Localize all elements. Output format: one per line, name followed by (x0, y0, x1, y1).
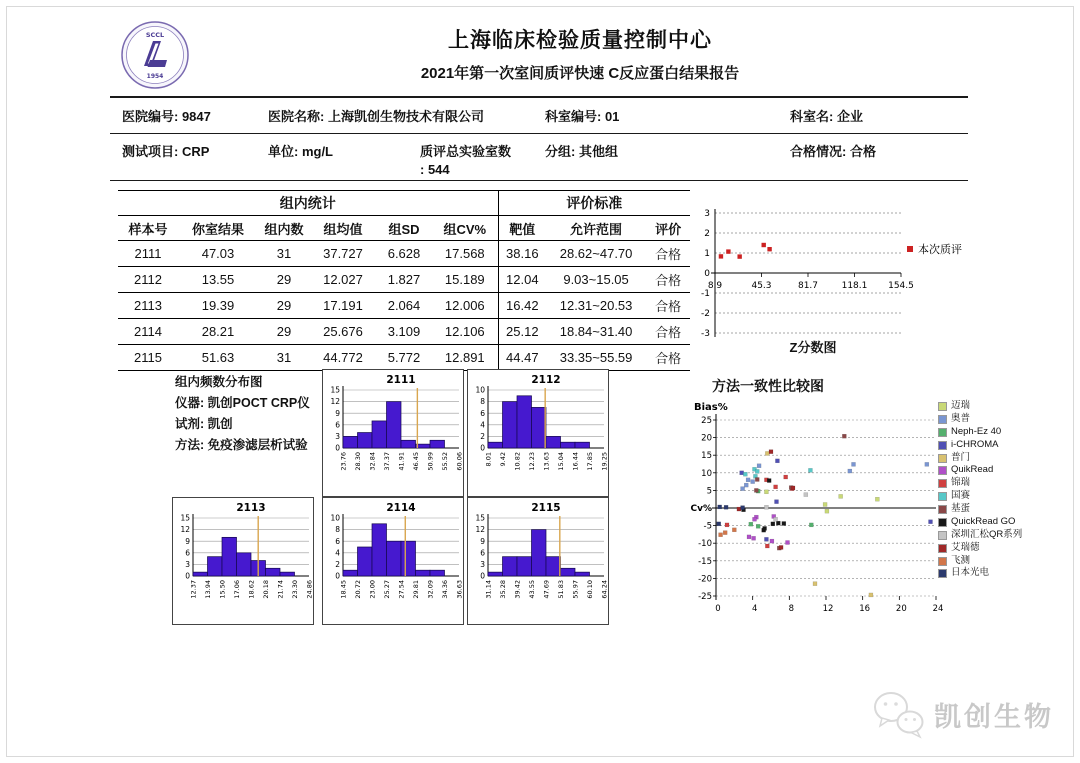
table-cell: 9.03~15.05 (546, 267, 646, 293)
info-field-医院编号: 医院编号: 9847 (122, 108, 211, 124)
table-cell: 5.772 (376, 345, 432, 371)
legend-label: 普门 (951, 451, 971, 463)
svg-text:-1: -1 (701, 289, 710, 299)
group-header-stats: 组内统计 (118, 191, 498, 216)
svg-text:0: 0 (715, 604, 721, 614)
page-title: 上海临床检验质量控制中心 (448, 29, 712, 52)
table-cell: 合格 (646, 293, 690, 319)
table-cell: 15.189 (432, 267, 498, 293)
table-row (118, 267, 690, 293)
column-header: 组内数 (258, 216, 310, 241)
column-header: 组均值 (310, 216, 376, 241)
svg-text:60.06: 60.06 (455, 452, 463, 471)
zscore-gridlines (711, 213, 903, 333)
table-cell: 28.62~47.70 (546, 241, 646, 267)
svg-text:16: 16 (859, 604, 871, 614)
frequency-title: 组内频数分布图 (175, 375, 263, 389)
svg-text:12: 12 (180, 525, 190, 535)
test-info-row (110, 138, 968, 179)
info-field-value: : 544 (420, 162, 450, 177)
table-cell: 38.16 (498, 241, 546, 267)
svg-text:8: 8 (480, 397, 485, 407)
legend-item-深圳汇松QR系列 (938, 529, 1078, 541)
table-cell: 28.21 (178, 319, 258, 345)
svg-text:25: 25 (701, 416, 712, 426)
method-points (717, 434, 933, 597)
svg-text:18.45: 18.45 (339, 580, 348, 599)
legend-item-QuikRead (938, 464, 1078, 476)
svg-text:17.85: 17.85 (586, 452, 594, 471)
table-cell: 合格 (646, 319, 690, 345)
table-cell: 44.47 (498, 345, 546, 371)
info-field-科室编号: 科室编号: 01 (545, 108, 620, 124)
legend-item-基蛋 (938, 503, 1078, 515)
svg-text:-15: -15 (698, 556, 712, 567)
svg-text:23.30: 23.30 (291, 580, 299, 599)
svg-text:2114: 2114 (386, 502, 416, 514)
svg-text:46.45: 46.45 (412, 452, 420, 471)
svg-text:51.83: 51.83 (557, 580, 565, 599)
histogram-panel-2113 (172, 497, 314, 625)
legend-swatch (938, 492, 947, 501)
svg-text:29.81: 29.81 (412, 580, 420, 599)
legend-item-Neph-Ez 40 (938, 426, 1078, 438)
svg-text:0: 0 (185, 571, 190, 581)
svg-text:81.7: 81.7 (797, 281, 819, 291)
zscore-chart (693, 203, 1003, 363)
svg-text:20: 20 (895, 604, 907, 614)
legend-item-QuickRead GO (938, 516, 1078, 528)
column-header: 组SD (376, 216, 432, 241)
table-cell: 25.676 (310, 319, 376, 345)
svg-text:0: 0 (704, 269, 710, 279)
svg-text:5: 5 (706, 486, 712, 497)
svg-text:17.06: 17.06 (233, 580, 241, 599)
table-cell: 2115 (118, 345, 178, 371)
info-field-科室名: 科室名: 企业 (790, 108, 863, 124)
svg-text:9: 9 (335, 408, 340, 418)
svg-text:23.76: 23.76 (339, 452, 348, 471)
svg-text:12: 12 (475, 525, 485, 535)
info-field-测试项目: 测试项目: CRP (122, 144, 210, 159)
svg-text:12.23: 12.23 (528, 452, 536, 471)
svg-text:1: 1 (704, 249, 710, 259)
legend-item-迈瑞 (938, 400, 1078, 412)
info-field-分组: 分组: 其他组 (545, 144, 618, 159)
legend-label: 本次质评 (918, 243, 962, 256)
svg-text:27.54: 27.54 (397, 580, 406, 599)
svg-text:-3: -3 (701, 329, 710, 338)
svg-text:8: 8 (788, 604, 795, 614)
info-divider-2 (110, 180, 968, 181)
info-field-单位: 单位: mg/L (268, 144, 333, 159)
svg-text:-25: -25 (698, 592, 712, 602)
column-header: 你室结果 (178, 216, 258, 241)
svg-text:12: 12 (822, 604, 834, 614)
table-cell: 25.12 (498, 319, 546, 345)
column-header: 评价 (646, 216, 690, 241)
table-cell: 12.027 (310, 267, 376, 293)
zscore-plot (693, 203, 1003, 338)
histogram-bars (193, 537, 295, 576)
svg-text:-2: -2 (701, 309, 710, 319)
histogram-panel-2111 (322, 369, 464, 497)
table-cell: 37.727 (310, 241, 376, 267)
info-divider-1 (110, 133, 968, 134)
table-cell: 29 (258, 267, 310, 293)
table-cell: 17.191 (310, 293, 376, 319)
histogram-panel-2114 (322, 497, 464, 625)
svg-text:6: 6 (185, 548, 190, 558)
svg-text:45.3: 45.3 (751, 281, 772, 291)
legend-swatch (938, 505, 947, 514)
legend-marker (907, 246, 913, 252)
svg-text:15: 15 (180, 513, 190, 523)
table-row (118, 293, 690, 319)
svg-text:2113: 2113 (236, 502, 266, 514)
histogram-panel-2115 (467, 497, 609, 625)
legend-swatch (938, 415, 947, 424)
legend-item-艾瑞德 (938, 542, 1078, 554)
svg-text:39.42: 39.42 (513, 580, 522, 599)
svg-text:2115: 2115 (531, 502, 561, 514)
svg-text:3: 3 (480, 560, 485, 569)
svg-text:8.9: 8.9 (707, 281, 723, 291)
table-cell: 3.109 (376, 319, 432, 345)
svg-text:36.63: 36.63 (455, 580, 463, 599)
legend-swatch (938, 428, 947, 437)
svg-text:55.97: 55.97 (571, 580, 580, 599)
header-divider (110, 96, 968, 98)
svg-text:6: 6 (335, 420, 340, 430)
svg-text:-5: -5 (703, 521, 712, 532)
table-cell: 47.03 (178, 241, 258, 267)
svg-text:4: 4 (335, 548, 340, 558)
legend-label: 日本光电 (951, 567, 990, 579)
logo-text: SCCL (145, 31, 165, 39)
svg-text:15.50: 15.50 (218, 580, 227, 599)
legend-item-锦瑞 (938, 477, 1078, 489)
table-cell: 29 (258, 293, 310, 319)
table-cell: 合格 (646, 241, 690, 267)
table-cell: 19.39 (178, 293, 258, 319)
legend-label: 飞测 (951, 554, 971, 566)
histogram-plot-2112 (468, 370, 608, 494)
svg-text:43.55: 43.55 (528, 580, 536, 599)
svg-text:34.36: 34.36 (441, 580, 449, 599)
svg-text:0: 0 (480, 571, 485, 581)
histogram-plot-2111 (323, 370, 463, 494)
legend-item-日本光电 (938, 567, 1078, 579)
svg-text:-20: -20 (698, 574, 712, 585)
method-chart-legend (938, 400, 1078, 580)
method-chart-title: 方法一致性比较图 (712, 378, 824, 394)
group-header-criteria: 评价标准 (498, 191, 690, 216)
table-row (118, 319, 690, 345)
svg-text:32.84: 32.84 (368, 452, 377, 471)
svg-text:9.42: 9.42 (499, 452, 507, 467)
legend-item-飞测 (938, 555, 1078, 567)
table-cell: 合格 (646, 267, 690, 293)
legend-label: 奥普 (951, 412, 971, 424)
svg-text:154.5: 154.5 (888, 281, 914, 291)
legend-swatch (938, 479, 947, 488)
table-cell: 1.827 (376, 267, 432, 293)
svg-text:0: 0 (335, 571, 340, 581)
table-cell: 12.891 (432, 345, 498, 371)
svg-text:37.37: 37.37 (383, 452, 391, 471)
legend-swatch (938, 518, 947, 527)
table-row (118, 241, 690, 267)
svg-text:12.37: 12.37 (189, 580, 198, 599)
svg-text:9: 9 (185, 536, 190, 546)
svg-text:0: 0 (480, 443, 485, 453)
svg-text:4: 4 (751, 604, 758, 614)
legend-label: 国赛 (951, 490, 971, 502)
zscore-points (719, 243, 772, 259)
freq-field-试剂: 试剂: 凯创 (175, 417, 233, 431)
svg-text:2: 2 (335, 560, 340, 569)
table-cell: 16.42 (498, 293, 546, 319)
table-cell: 12.31~20.53 (546, 293, 646, 319)
svg-text:60.10: 60.10 (586, 580, 594, 599)
histogram-bars (488, 396, 590, 448)
legend-swatch (938, 569, 947, 578)
zscore-chart-title: Z分数图 (789, 340, 837, 355)
svg-text:20.72: 20.72 (354, 580, 362, 599)
legend-swatch (938, 557, 947, 566)
table-cell: 12.006 (432, 293, 498, 319)
legend-label: 迈瑞 (951, 400, 971, 411)
svg-text:13.94: 13.94 (204, 580, 212, 599)
svg-text:10: 10 (475, 385, 485, 395)
table-cell: 29 (258, 319, 310, 345)
frequency-info-block (175, 372, 325, 456)
svg-text:20: 20 (701, 433, 712, 444)
table-cell: 12.04 (498, 267, 546, 293)
info-field-医院名称: 医院名称: 上海凯创生物技术有限公司 (268, 108, 484, 124)
legend-swatch (938, 441, 947, 450)
histogram-plot-2115 (468, 498, 608, 622)
svg-text:13.63: 13.63 (542, 452, 551, 471)
histogram-bars (343, 524, 445, 576)
table-cell: 31 (258, 241, 310, 267)
method-comparison-chart (688, 376, 1080, 658)
svg-text:3: 3 (704, 209, 710, 219)
legend-item-国赛 (938, 490, 1078, 502)
svg-text:8: 8 (335, 525, 340, 535)
column-header: 样本号 (118, 216, 178, 241)
table-cell: 2114 (118, 319, 178, 345)
results-table (118, 190, 690, 371)
svg-text:-10: -10 (698, 539, 712, 550)
legend-swatch (938, 544, 947, 553)
svg-text:15: 15 (330, 385, 340, 395)
logo-year: 1954 (146, 73, 164, 80)
svg-text:28.30: 28.30 (354, 452, 362, 471)
y-axis-label: Bias% (694, 402, 728, 413)
legend-label: 锦瑞 (951, 477, 971, 489)
x-axis-label: Cv% (690, 504, 712, 514)
info-field-质评总实验室数 (408, 143, 533, 179)
info-field-label: 质评总实验室数 (420, 144, 512, 159)
freq-field-仪器: 仪器: 凯创POCT CRP仪 (175, 396, 310, 410)
svg-text:19.25: 19.25 (600, 452, 608, 471)
svg-text:18.62: 18.62 (247, 580, 256, 599)
legend-label: i-CHROMA (951, 438, 999, 450)
table-cell: 31 (258, 345, 310, 371)
table-cell: 2.064 (376, 293, 432, 319)
freq-field-方法: 方法: 免疫渗滤层析试验 (175, 438, 308, 452)
table-cell: 51.63 (178, 345, 258, 371)
legend-label: QuikRead (951, 464, 994, 476)
legend-item-i-CHROMA (938, 439, 1078, 451)
svg-text:15.04: 15.04 (557, 452, 565, 471)
svg-text:10: 10 (330, 513, 340, 523)
table-row (118, 345, 690, 371)
histogram-plot-2114 (323, 498, 463, 622)
legend-swatch (938, 466, 947, 475)
wechat-icon (870, 688, 928, 740)
svg-text:50.99: 50.99 (426, 452, 435, 471)
svg-text:15: 15 (701, 451, 712, 462)
table-cell: 12.106 (432, 319, 498, 345)
legend-label: 深圳汇松QR系列 (951, 528, 1023, 540)
method-comparison-plot (688, 396, 948, 616)
legend-swatch (938, 531, 947, 540)
histogram-panel-2112 (467, 369, 609, 497)
svg-text:24: 24 (932, 604, 944, 614)
table-cell: 2113 (118, 293, 178, 319)
svg-text:2: 2 (704, 229, 710, 239)
svg-text:35.28: 35.28 (499, 580, 507, 599)
svg-text:15: 15 (475, 513, 485, 523)
svg-text:31.14: 31.14 (484, 580, 493, 599)
legend-swatch (938, 402, 947, 411)
table-cell: 2111 (118, 241, 178, 267)
svg-text:6: 6 (480, 548, 485, 558)
legend-label: 基蛋 (951, 503, 971, 514)
table-cell: 13.55 (178, 267, 258, 293)
svg-text:10.82: 10.82 (513, 452, 522, 471)
svg-text:2111: 2111 (386, 374, 416, 386)
legend-item-奥普 (938, 413, 1078, 425)
svg-text:3: 3 (185, 560, 190, 569)
svg-text:21.74: 21.74 (276, 580, 285, 599)
column-header: 靶值 (498, 216, 546, 241)
svg-text:118.1: 118.1 (841, 281, 868, 291)
svg-text:20.18: 20.18 (262, 580, 270, 599)
svg-text:47.69: 47.69 (542, 580, 551, 599)
info-field-合格情况: 合格情况: 合格 (790, 144, 876, 159)
svg-text:25.27: 25.27 (383, 580, 391, 599)
legend-label: 艾瑞德 (951, 541, 980, 553)
column-header: 允许范围 (546, 216, 646, 241)
legend-label: Neph-Ez 40 (951, 425, 1002, 437)
column-header: 组CV% (432, 216, 498, 241)
svg-text:12: 12 (330, 397, 340, 407)
svg-text:4: 4 (480, 420, 485, 430)
legend-swatch (938, 454, 947, 463)
svg-text:55.52: 55.52 (441, 452, 449, 471)
legend-label: QuickRead GO (951, 515, 1016, 527)
svg-text:6: 6 (335, 536, 340, 546)
table-cell: 18.84~31.40 (546, 319, 646, 345)
watermark (870, 688, 1054, 740)
table-cell: 6.628 (376, 241, 432, 267)
svg-text:64.24: 64.24 (600, 580, 608, 599)
watermark-text: 凯创生物 (934, 701, 1054, 732)
svg-text:23.00: 23.00 (368, 580, 377, 599)
svg-text:2: 2 (480, 432, 485, 441)
table-cell: 合格 (646, 345, 690, 371)
table-cell: 2112 (118, 267, 178, 293)
table-cell: 33.35~55.59 (546, 345, 646, 371)
svg-text:3: 3 (335, 432, 340, 441)
svg-text:2112: 2112 (531, 374, 561, 386)
svg-text:16.44: 16.44 (571, 452, 580, 471)
svg-text:10: 10 (701, 468, 712, 479)
svg-text:41.91: 41.91 (397, 452, 406, 471)
svg-text:8.01: 8.01 (484, 452, 493, 467)
svg-text:6: 6 (480, 408, 485, 418)
table-cell: 44.772 (310, 345, 376, 371)
svg-text:9: 9 (480, 536, 485, 546)
svg-text:32.09: 32.09 (426, 580, 435, 599)
svg-text:0: 0 (335, 443, 340, 453)
svg-text:24.86: 24.86 (305, 580, 313, 599)
histogram-plot-2113 (173, 498, 313, 622)
report-subtitle: 2021年第一次室间质评快速 C反应蛋白结果报告 (420, 65, 740, 82)
legend-item-普门 (938, 452, 1078, 464)
hospital-info-row (110, 100, 968, 133)
table-cell: 17.568 (432, 241, 498, 267)
